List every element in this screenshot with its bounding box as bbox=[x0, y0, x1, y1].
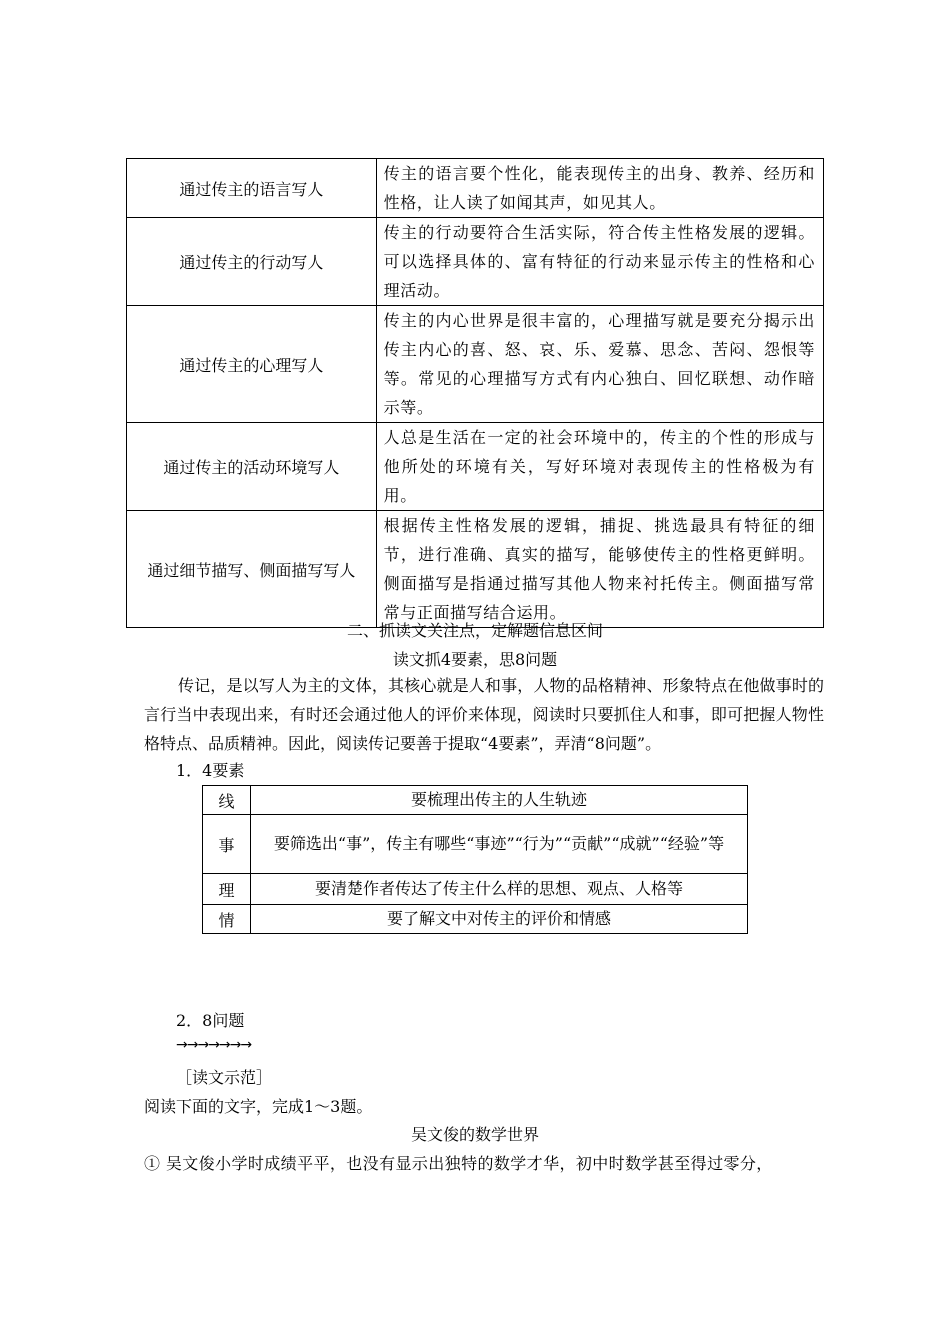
intro-paragraph: 传记，是以写人为主的文体，其核心就是人和事，人物的品格精神、形象特点在他做事时的言行当中表现出来，有时还会通过他人的评价来体现，阅读时只要抓住人和事，即可把握人物性格特点、品质精神。因此，阅读传记要善于提取“4要素”，弄清“8问题”。 bbox=[144, 676, 824, 753]
method-description: 人总是生活在一定的社会环境中的，传主的个性的形成与他所处的环境有关，写好环境对表现传主的性格极为有用。 bbox=[376, 423, 823, 511]
article-paragraph: ① 吴文俊小学时成绩平平，也没有显示出独特的数学才华，初中时数学甚至得过零分， bbox=[144, 1154, 773, 1173]
table-row bbox=[203, 905, 748, 934]
section-subheading: 读文抓4要素，思8问题 bbox=[392, 650, 558, 669]
element-description: 要清楚作者传达了传主什么样的思想、观点、人格等 bbox=[251, 874, 748, 905]
element-description: 要梳理出传主的人生轨迹 bbox=[251, 786, 748, 815]
method-name: 通过传主的活动环境写人 bbox=[127, 423, 377, 511]
writing-methods-table bbox=[126, 158, 824, 628]
demo-label: ［读文示范］ bbox=[176, 1068, 273, 1087]
method-description: 根据传主性格发展的逻辑，捕捉、挑选最具有特征的细节，进行准确、真实的描写，能够使传主的性格更鲜明。侧面描写是指通过描写其他人物来衬托传主。侧面描写常常与正面描写结合运用。 bbox=[376, 511, 823, 628]
table-row bbox=[127, 306, 824, 423]
element-key: 线 bbox=[203, 786, 251, 815]
method-name: 通过传主的行动写人 bbox=[127, 218, 377, 306]
table-row bbox=[203, 786, 748, 815]
element-key: 事 bbox=[203, 815, 251, 874]
four-elements-table bbox=[202, 785, 748, 934]
method-description: 传主的语言要个性化，能表现传主的出身、教养、经历和性格，让人读了如闻其声，如见其人。 bbox=[376, 159, 823, 218]
table-row bbox=[127, 423, 824, 511]
table-row bbox=[127, 511, 824, 628]
element-description: 要了解文中对传主的评价和情感 bbox=[251, 905, 748, 934]
question-instruction: 阅读下面的文字，完成1～3题。 bbox=[144, 1097, 373, 1116]
table-row bbox=[203, 815, 748, 874]
arrow-sequence: →→→→→→→ bbox=[176, 1037, 252, 1053]
table-row bbox=[203, 874, 748, 905]
element-key: 理 bbox=[203, 874, 251, 905]
method-name: 通过传主的心理写人 bbox=[127, 306, 377, 423]
element-key: 情 bbox=[203, 905, 251, 934]
method-description: 传主的行动要符合生活实际，符合传主性格发展的逻辑。可以选择具体的、富有特征的行动来显示传主的性格和心理活动。 bbox=[376, 218, 823, 306]
method-name: 通过传主的语言写人 bbox=[127, 159, 377, 218]
item-1-label: 1．4要素 bbox=[176, 761, 245, 780]
table-row bbox=[127, 159, 824, 218]
method-description: 传主的内心世界是很丰富的，心理描写就是要充分揭示出传主内心的喜、怒、哀、乐、爱慕、思念、苦闷、怨恨等等。常见的心理描写方式有内心独白、回忆联想、动作暗示等。 bbox=[376, 306, 823, 423]
item-2-label: 2．8问题 bbox=[176, 1011, 245, 1030]
section-heading: 二、抓读文关注点，定解题信息区间 bbox=[346, 621, 603, 640]
article-title: 吴文俊的数学世界 bbox=[410, 1125, 539, 1144]
method-name: 通过细节描写、侧面描写写人 bbox=[127, 511, 377, 628]
table-row bbox=[127, 218, 824, 306]
element-description: 要筛选出“事”，传主有哪些“事迹”“行为”“贡献”“成就”“经验”等 bbox=[251, 815, 748, 874]
